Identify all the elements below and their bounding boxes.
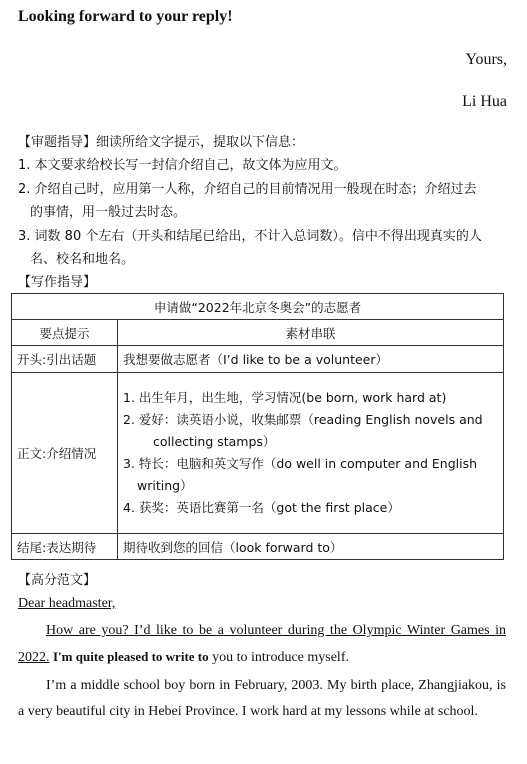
table-header-points: 要点提示 bbox=[12, 320, 118, 346]
guide-item-2: 2. 介绍自己时，应用第一人称，介绍自己的目前情况用一般现在时态；介绍过去 bbox=[18, 182, 477, 197]
body-point-2: 2. 爱好：读英语小说，收集邮票（reading English novels and bbox=[123, 412, 483, 427]
table-header-materials: 素材串联 bbox=[118, 320, 504, 346]
table-title: 申请做“2022年北京冬奥会”的志愿者 bbox=[12, 294, 504, 320]
p1-underlined: How are you? I’d like to be a volunteer during the Olympic Winter Games in 2022. bbox=[18, 623, 506, 665]
row-content-opening: 我想要做志愿者（I’d like to be a volunteer） bbox=[118, 346, 504, 373]
closing-forward: Looking forward to your reply! bbox=[18, 8, 233, 25]
row-content-body bbox=[118, 373, 504, 534]
closing-yours: Yours, bbox=[465, 51, 507, 68]
body-point-3-cont: writing） bbox=[137, 478, 193, 493]
guide-header: 【审题指导】细读所给文字提示，提取以下信息： bbox=[18, 135, 305, 150]
p1-bold: I'm quite pleased to write to bbox=[53, 649, 209, 664]
table-row bbox=[12, 346, 504, 373]
body-point-1: 1. 出生年月，出生地，学习情况(be born, work hard at) bbox=[123, 390, 447, 405]
row-label-ending: 结尾:表达期待 bbox=[12, 534, 118, 560]
row-label-body: 正文:介绍情况 bbox=[12, 373, 118, 534]
writing-guide-header: 【写作指导】 bbox=[18, 275, 97, 290]
guide-item-2-cont: 的事情，用一般过去时态。 bbox=[30, 205, 187, 220]
closing-signature: Li Hua bbox=[462, 93, 507, 110]
guide-item-3: 3. 词数 80 个左右（开头和结尾已给出，不计入总词数）。信中不得出现真实的人 bbox=[18, 229, 482, 244]
row-content-ending: 期待收到您的回信（look forward to） bbox=[118, 534, 504, 560]
body-point-4: 4. 获奖：英语比赛第一名（got the first place） bbox=[123, 500, 400, 515]
p1-rest: you to introduce myself. bbox=[208, 650, 349, 665]
letter-paragraph-2: I’m a middle school boy born in February, 2003. My birth place, Zhangjiakou, is a very beautiful city in Hebei Province. I work hard at my lessons while at school. bbox=[18, 678, 506, 719]
guide-table bbox=[11, 293, 504, 560]
body-point-2-cont: collecting stamps） bbox=[153, 434, 276, 449]
table-row bbox=[12, 534, 504, 560]
guide-item-3-cont: 名、校名和地名。 bbox=[30, 252, 135, 267]
sample-header: 【高分范文】 bbox=[18, 573, 97, 588]
guide-item-1: 1. 本文要求给校长写一封信介绍自己，故文体为应用文。 bbox=[18, 158, 347, 173]
letter-salutation: Dear headmaster, bbox=[18, 596, 116, 611]
body-point-3: 3. 特长：电脑和英文写作（do well in computer and English bbox=[123, 456, 478, 471]
table-row bbox=[12, 373, 504, 534]
letter-paragraph-1 bbox=[18, 618, 506, 671]
row-label-opening: 开头:引出话题 bbox=[12, 346, 118, 373]
